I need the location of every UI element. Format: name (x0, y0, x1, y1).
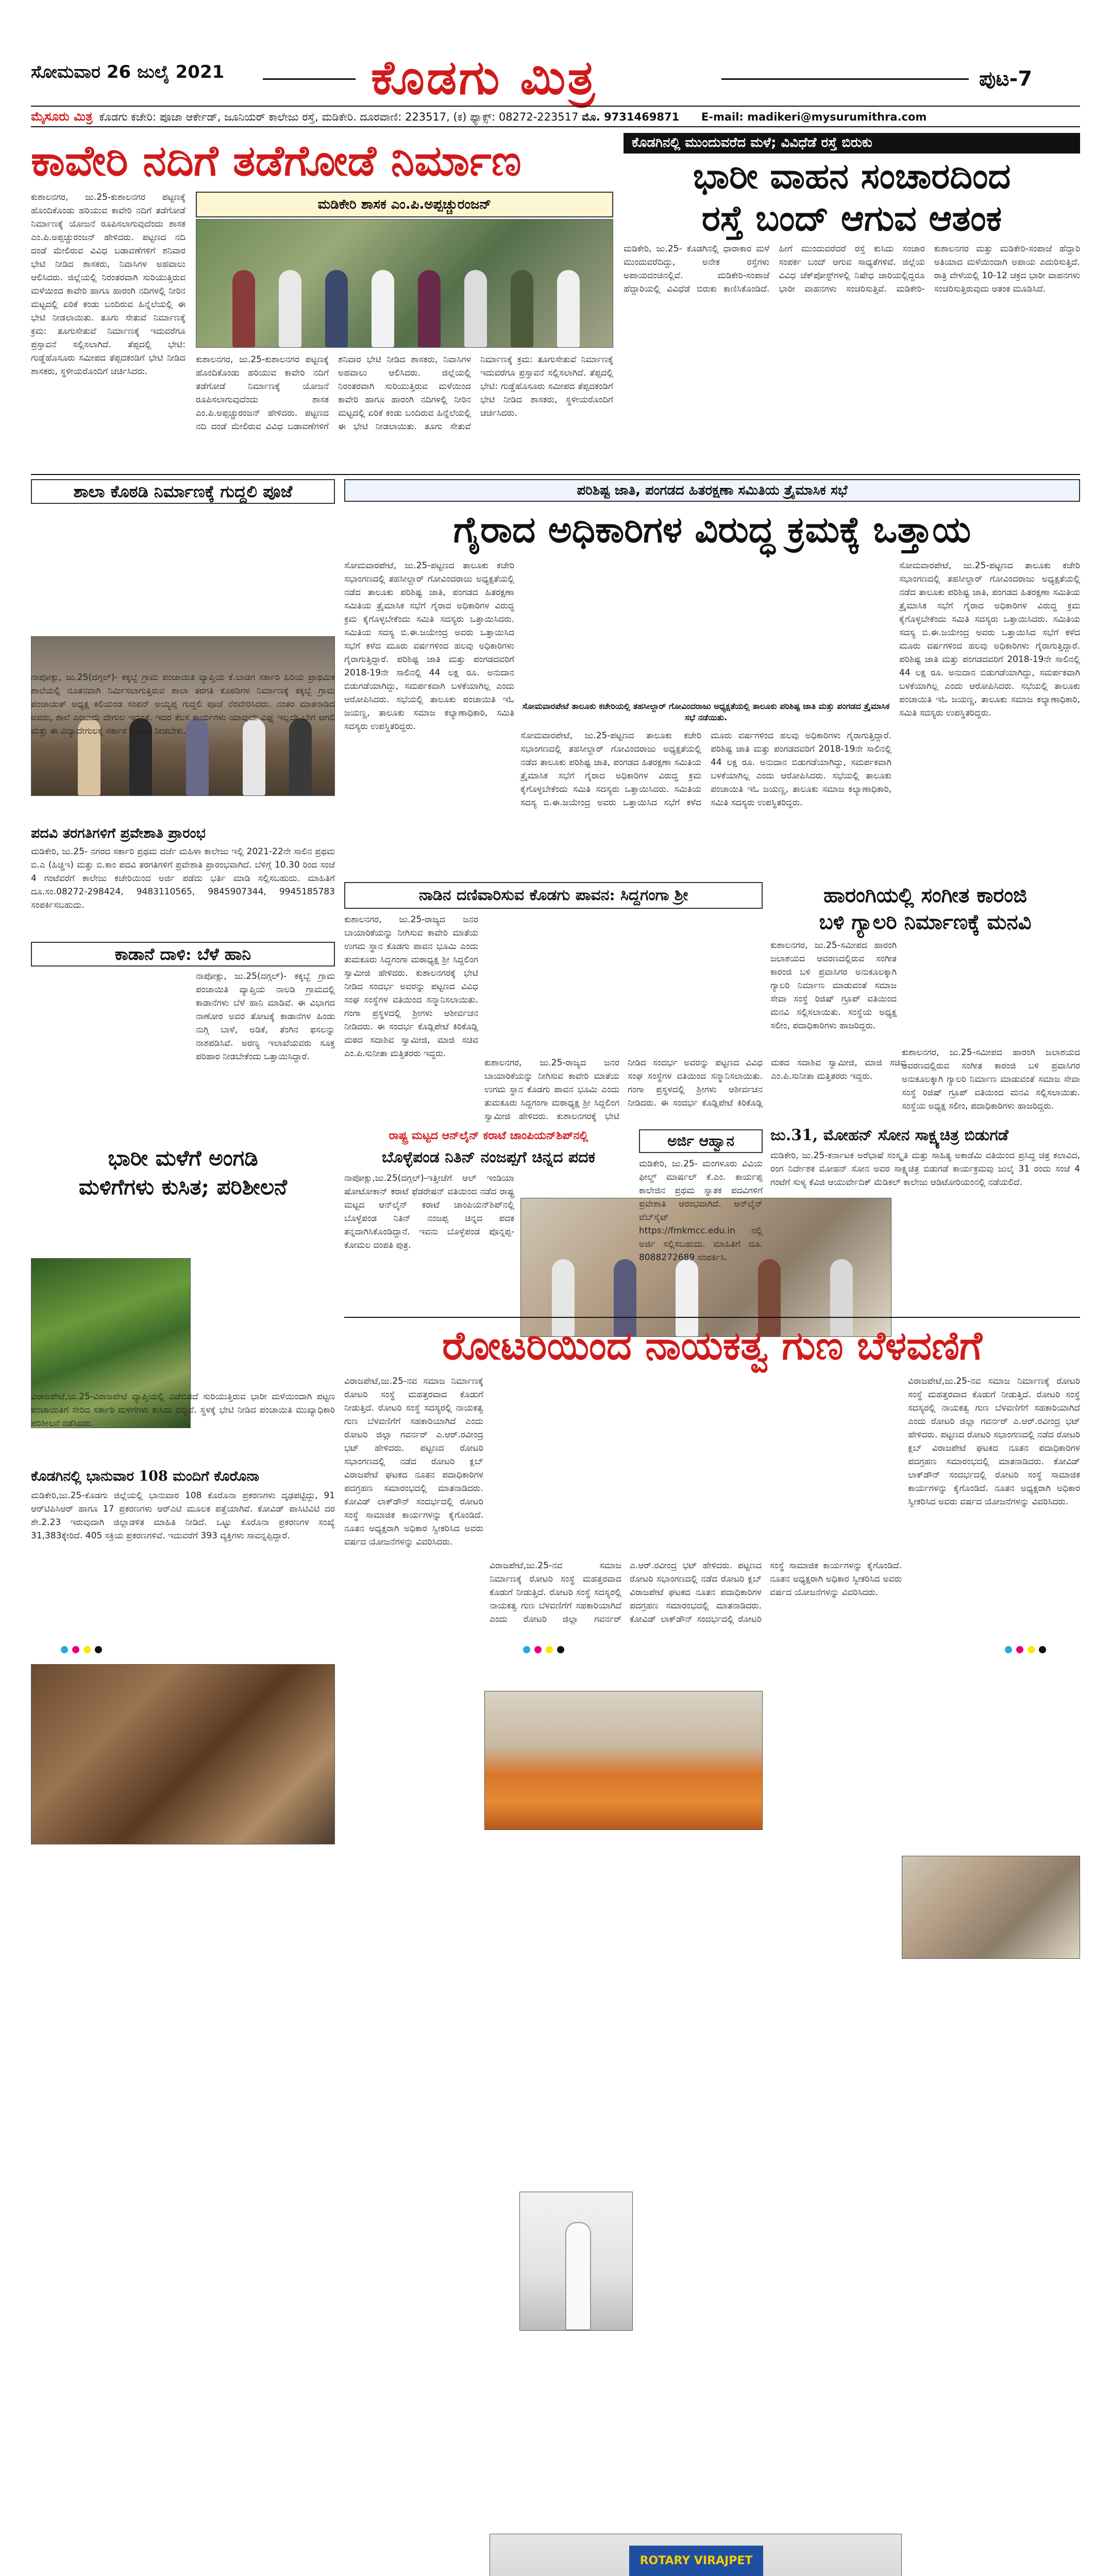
print-dot (61, 1646, 68, 1653)
person-figure (557, 270, 580, 347)
person-figure (464, 270, 487, 347)
story7-headline: ಕೊಡಗಿನಲ್ಲಿ ಭಾನುವಾರ 108 ಮಂದಿಗೆ ಕೊರೊನಾ (31, 1468, 259, 1484)
story1-headline: ಕಾವೇರಿ ನದಿಗೆ ತಡೆಗೋಡೆ ನಿರ್ಮಾಣ (31, 136, 521, 185)
story8-body-cols: ಸೋಮವಾರಪೇಟೆ, ಜು.25-ಪಟ್ಟಣದ ತಾಲೂಕು ಕಚೇರಿ ಸಭಾಂಗಣದಲ್ಲಿ ತಹಸೀಲ್ದಾರ್ ಗೋವಿಂದರಾಜು ಅಧ್ಯಕ್ಷತೆಯಲ್ಲಿ ನಡೆದ ತಾಲೂಕು ಪರಿಶಿಷ್ಟ ಜಾತಿ, ಪಂಗಡದ ಹಿತರಕ್ಷಣಾ ಸಮಿತಿಯ ತ್ರೈಮಾಸಿಕ ಸಭೆಗೆ ಗೈರಾದ ಅಧಿಕಾರಿಗಳ ವಿರುದ್ಧ ಕ್ರಮ ಕೈಗೊಳ್ಳಬೇಕೆಂದು ಸಮಿತಿ ಸದಸ್ಯರು ಒತ್ತಾಯಿಸಿದರು. ಸಮಿತಿಯ ಸದಸ್ಯ ಬಿ.ಈ.ಜಯೇಂದ್ರ ಅವರು ಒತ್ತಾಯಿಸಿದ ಸಭೆಗೆ ಕಳೆದ ಮೂರು ವರ್ಷಗಳಿಂದ ಹಲವು ಅಧಿಕಾರಿಗಳು ಗೈರಾಗುತ್ತಿದ್ದಾರೆ. ಪರಿಶಿಷ್ಟ ಜಾತಿ ಮತ್ತು ಪಂಗಡದವರಿಗೆ 2018-19ನೇ ಸಾಲಿನಲ್ಲಿ 44 ಲಕ್ಷ ರೂ. ಅನುದಾನ ಬಿಡುಗಡೆಯಾಗಿದ್ದು, ಸಮರ್ಪಕವಾಗಿ ಬಳಕೆಯಾಗಿಲ್ಲ ಎಂದು ಆರೋಪಿಸಿದರು. ಸಭೆಯಲ್ಲಿ ತಾಲೂಕು ಪಂಚಾಯಿತಿ ಇಓ ಜಯಣ್ಣ, ತಾಲೂಕು ಸಮಾಜ ಕಲ್ಯಾಣಾಧಿಕಾರಿ, ಸಮಿತಿ ಸದಸ್ಯರು ಉಪಸ್ಥಿತರಿದ್ದರು. (520, 731, 891, 808)
story10-headline-line2: ಬಳಿ ಗ್ಯಾಲರಿ ನಿರ್ಮಾಣಕ್ಕೆ ಮನವಿ (819, 910, 1032, 934)
contact-bar (31, 106, 1080, 127)
story14-body-col5: ವಿರಾಜಪೇಟೆ,ಜು.25-ನವ ಸಮಾಜ ನಿರ್ಮಾಣಕ್ಕೆ ರೋಟರಿ ಸಂಸ್ಥೆ ಮಹತ್ತರವಾದ ಕೊಡುಗೆ ನೀಡುತ್ತಿದೆ. ರೋಟರಿ ಸಂಸ್ಥೆ ಸದಸ್ಯರಲ್ಲಿ ನಾಯಕತ್ವ ಗುಣ ಬೆಳವಣಿಗೆಗೆ ಸಹಕಾರಿಯಾಗಿದೆ ಎಂದು ರೋಟರಿ ಜಿಲ್ಲಾ ಗವರ್ನರ್ ಎ.ಆರ್.ರವೀಂದ್ರ ಭಟ್ ಹೇಳಿದರು. ಪಟ್ಟಣದ ರೋಟರಿ ಸಭಾಂಗಣದಲ್ಲಿ ನಡೆದ ರೋಟರಿ ಕ್ಲಬ್ ವಿರಾಜಪೇಟೆ ಘಟಕದ ನೂತನ ಪದಾಧಿಕಾರಿಗಳ ಪದಗ್ರಹಣ ಸಮಾರಂಭದಲ್ಲಿ ಮಾತನಾಡಿದರು. ಕೋವಿಡ್ ಲಾಕ್‌ಡೌನ್ ಸಂದರ್ಭದಲ್ಲಿ ರೋಟರಿ ಸಂಸ್ಥೆ ಸಾಮಾಜಿಕ ಕಾರ್ಯಗಳನ್ನು ಕೈಗೊಂಡಿದೆ. ನೂತನ ಅಧ್ಯಕ್ಷರಾಗಿ ಅಧಿಕಾರ ಸ್ವೀಕರಿಸಿದ ಅವರು ವರ್ಷದ ಯೋಜನೆಗಳನ್ನು ವಿವರಿಸಿದರು. (908, 1376, 1080, 1507)
print-dot (546, 1646, 553, 1653)
person-figure (279, 270, 301, 347)
story3-body: ನಾಪೋಕ್ಲು, ಜು.25(ದಗ್ಗಲ್)- ಕಕ್ಕಬ್ಬೆ ಗ್ರಾಮ ಪಂಚಾಯಿತಿ ವ್ಯಾಪ್ತಿಯ ಕೆ.ಬಾಡಗ ಸರ್ಕಾರಿ ಹಿರಿಯ ಪ್ರಾಥಮಿಕ ಶಾಲೆಯಲ್ಲಿ ನೂತನವಾಗಿ ನಿರ್ಮಿಸಲಾಗುತ್ತಿರುವ ಶಾಲಾ ತರಗತಿ ಕೊಠಡಿಗಳ ನಿರ್ಮಾಣಕ್ಕೆ ಕಕ್ಕಬ್ಬೆ ಗ್ರಾಮ ಪಂಚಾಯಿತ್ ಅಧ್ಯಕ್ಷ ಕಲಿಯಂಡ ಸಂಪನ್ ಅಯ್ಯಪ್ಪ ಗುದ್ದಲಿ ಪೂಜೆ ನೆರವೇರಿಸಿದರು. ನಂತರ ಮಾತನಾಡಿದ ಅವರು, ಶಾಲೆ ಎಂಬುದು ದೇಗುಲ ಇದ್ದಂತೆ. ಇದರ ಕೆಲಸ ಕಾರ್ಯಗಳು ಯಾವುದೇ ವಿಘ್ನ ಇಲ್ಲದೇ ಬೇಗ ಆಗಲಿ ಮತ್ತು ಈ ವಿದ್ಯಾದೇಗುಲಕ್ಕೆ ಸರ್ಕಾರ ಸಹಕಾರ ನೀಡಬೇಕು. (31, 672, 335, 736)
story1-photo (196, 219, 613, 348)
print-dot (523, 1646, 530, 1653)
story11-body: ನಾಪೋಕ್ಲು,ಜು.25(ದಗ್ಗಲ್)-ಇತ್ತೀಚೆಗೆ ಆಲ್ ಇಂಡಿಯಾ ಷೋಟೋಕಾನ್ ಕರಾಟೆ ಫೆಡರೇಷನ್ ವತಿಯಿಂದ ನಡೆದ ರಾಷ್ಟ್ರ ಮಟ್ಟದ ಆನ್‌ಲೈನ್ ಕರಾಟೆ ಚಾಂಪಿಯನ್‌ಶಿಪ್‌ನಲ್ಲಿ ಬೊಳ್ಳೆಪಂಡ ನಿತಿನ್ ನಂಜಪ್ಪ ಚಿನ್ನದ ಪದಕ ತನ್ನದಾಗಿಸಿಕೊಂಡಿದ್ದಾನೆ. ಇವನು ಬೊಳ್ಳೆಪಂಡ ಪೊನ್ನಪ್ಪ-ಕೋಮಲ ದಂಪತಿ ಪುತ್ರ. (344, 1173, 514, 1250)
story3-headline-box (31, 479, 335, 504)
story8-kicker-box (344, 479, 1080, 502)
divider (31, 474, 1080, 475)
story9-headline-box (344, 882, 763, 909)
person-figure (565, 2222, 591, 2330)
office-mobile: ಮೊ. 9731469871 (582, 111, 680, 123)
story9-photo (484, 1691, 763, 1830)
story1-photo-caption: ಮಡಿಕೇರಿ ಶಾಸಕ ಎಂ.ಪಿ.ಅಪ್ಪಚ್ಚುರಂಜನ್ (317, 197, 492, 212)
print-dot (557, 1646, 564, 1653)
story12-headline-box (639, 1129, 763, 1153)
story10-headline-line1: ಹಾರಂಗಿಯಲ್ಲಿ ಸಂಗೀತ ಕಾರಂಜಿ (823, 883, 1027, 907)
print-dot (95, 1646, 102, 1653)
story11-headline-line1: ರಾಷ್ಟ್ರ ಮಟ್ಟದ ಆನ್‌ಲೈನ್ ಕರಾಟೆ ಚಾಂಪಿಯನ್‌ಶಿಪ್‌ನಲ್ಲಿ (389, 1129, 588, 1142)
story9-headline: ನಾಡಿನ ದಣಿವಾರಿಸುವ ಕೊಡಗು ಪಾವನ: ಸಿದ್ದಗಂಗಾ ಶ್ರೀ (418, 886, 688, 904)
header-rule-right (721, 78, 969, 80)
print-dot (1016, 1646, 1023, 1653)
story10-body-col1: ಕುಶಾಲನಗರ, ಜು.25-ಸಮೀಪದ ಹಾರಂಗಿ ಜಲಾಶಯದ ಆವರಣದಲ್ಲಿರುವ ಸಂಗೀತ ಕಾರಂಜಿ ಬಳಿ ಪ್ರವಾಸಿಗರ ಅನುಕೂಲಕ್ಕಾಗಿ ಗ್ಯಾಲರಿ ನಿರ್ಮಾಣ ಮಾಡುವಂತೆ ಸಮಾಜ ಸೇವಾ ಸಂಸ್ಥೆ ರಿಜಿಷ್ ಗ್ರೂಪ್ ವತಿಯಿಂದ ಮನವಿ ಸಲ್ಲಿಸಲಾಯಿತು. ಸಂಸ್ಥೆಯ ಅಧ್ಯಕ್ಷ ಸಲೀಂ, ಪದಾಧಿಕಾರಿಗಳು ಹಾಜರಿದ್ದರು. (770, 940, 897, 1031)
story8-headline: ಗೈರಾದ ಅಧಿಕಾರಿಗಳ ವಿರುದ್ಧ ಕ್ರಮಕ್ಕೆ ಒತ್ತಾಯ (453, 508, 971, 551)
story1-body-cols: ಕುಶಾಲನಗರ, ಜು.25-ಕುಶಾಲನಗರ ಪಟ್ಟಣಕ್ಕೆ ಹೊಂದಿಕೊಂಡು ಹರಿಯುವ ಕಾವೇರಿ ನದಿಗೆ ತಡೆಗೋಡೆ ನಿರ್ಮಾಣಕ್ಕೆ ಯೋಜನೆ ರೂಪಿಸಲಾಗುವುದೆಂದು ಶಾಸಕ ಎಂ.ಪಿ.ಅಪ್ಪಚ್ಚುರಂಜನ್ ಹೇಳಿದರು. ಪಟ್ಟಣದ ನದಿ ದಂಡೆ ಮೇಲಿರುವ ವಿವಿಧ ಬಡಾವಣೆಗಳಿಗೆ ಶನಿವಾರ ಭೇಟಿ ನೀಡಿದ ಶಾಸಕರು, ನಿವಾಸಿಗಳ ಅಹವಾಲು ಆಲಿಸಿದರು. ಜಿಲ್ಲೆಯಲ್ಲಿ ನಿರಂತರವಾಗಿ ಸುರಿಯುತ್ತಿರುವ ಮಳೆಯಿಂದ ಕಾವೇರಿ ಹಾಗೂ ಹಾರಂಗಿ ನದಿಗಳಲ್ಲಿ ನೀರಿನ ಮಟ್ಟದಲ್ಲಿ ಏರಿಕೆ ಕಂಡು ಬಂದಿರುವ ಹಿನ್ನೆಲೆಯಲ್ಲಿ ಈ ಭೇಟಿ ನೀಡಲಾಯಿತು. ತೂಗು ಸೇತುವೆ ನಿರ್ಮಾಣಕ್ಕೆ ಕ್ರಮ: ತೂಗುಸೇತುವೆ ನಿರ್ಮಾಣಕ್ಕೆ ಇದುವರೆಗೂ ಪ್ರಸ್ತಾವನೆ ಸಲ್ಲಿಸಲಾಗಿದೆ. ತೆಪ್ಪದಲ್ಲಿ ಭೇಟಿ: ಗುಡ್ಡೆಹೊಸೂರು ಸಮೀಪದ ತೆಪ್ಪದಕಂಡಿಗೆ ಭೇಟಿ ನೀಡಿದ ಶಾಸಕರು, ಸ್ಥಳೀಯರೊಂದಿಗೆ ಚರ್ಚಿಸಿದರು. (196, 354, 613, 432)
print-dot (83, 1646, 91, 1653)
person-figure (511, 270, 533, 347)
person-figure (418, 270, 441, 347)
header-rule-left (263, 78, 356, 80)
story2-headline-line1: ಭಾರೀ ವಾಹನ ಸಂಚಾರದಿಂದ (693, 156, 1011, 197)
print-dot (1005, 1646, 1012, 1653)
divider (344, 1317, 1080, 1318)
masthead: ಕೊಡಗು ಮಿತ್ರ (371, 49, 597, 105)
story14-photo (490, 2534, 902, 2576)
print-marks-left (61, 1646, 102, 1653)
story9-body-cols: ಕುಶಾಲನಗರ, ಜು.25-ರಾಜ್ಯದ ಜನರ ಬಾಯಾರಿಕೆಯನ್ನು ನೀಗಿಸುವ ಕಾವೇರಿ ಮಾತೆಯ ಉಗಮ ಸ್ಥಾನ ಕೊಡಗು ಪಾವನ ಭೂಮಿ ಎಂದು ತುಮಕೂರು ಸಿದ್ದಗಂಗಾ ಮಠಾಧ್ಯಕ್ಷ ಶ್ರೀ ಸಿದ್ದಲಿಂಗ ಸ್ವಾಮೀಜಿ ಹೇಳಿದರು. ಕುಶಾಲನಗರಕ್ಕೆ ಭೇಟಿ ನೀಡಿದ ಸಂದರ್ಭ ಅವರನ್ನು ಪಟ್ಟಣದ ವಿವಿಧ ಸಂಘ ಸಂಸ್ಥೆಗಳ ವತಿಯಿಂದ ಸನ್ಮಾನಿಸಲಾಯಿತು. ಗಂಗಾ ಪ್ರಸ್ಥಳದಲ್ಲಿ ಶ್ರೀಗಳು ಆಶೀರ್ವಚನ ನೀಡಿದರು. ಈ ಸಂದರ್ಭ ಕೊಡ್ಲಿಪೇಟೆ ಕಿರಿಕೊಡ್ಲಿ ಮಠದ ಸದಾಶಿವ ಸ್ವಾಮೀಜಿ, ಮಾಜಿ ಸಚಿವ ಎಂ.ಪಿ.ಸುನೀತಾ ಮತ್ತಿತರರು ಇದ್ದರು. (484, 1058, 906, 1122)
page-number: ಪುಟ-7 (979, 67, 1033, 91)
story11-headline-line2: ಬೊಳ್ಳೆಪಂಡ ನಿತಿನ್ ನಂಜಪ್ಪಗೆ ಚಿನ್ನದ ಪದಕ (381, 1148, 596, 1166)
story5-headline: ಕಾಡಾನೆ ದಾಳಿ: ಬೆಳೆ ಹಾನಿ (114, 944, 251, 964)
story1-body-col1: ಕುಶಾಲನಗರ, ಜು.25-ಕುಶಾಲನಗರ ಪಟ್ಟಣಕ್ಕೆ ಹೊಂದಿಕೊಂಡು ಹರಿಯುವ ಕಾವೇರಿ ನದಿಗೆ ತಡೆಗೋಡೆ ನಿರ್ಮಾಣಕ್ಕೆ ಯೋಜನೆ ರೂಪಿಸಲಾಗುವುದೆಂದು ಶಾಸಕ ಎಂ.ಪಿ.ಅಪ್ಪಚ್ಚುರಂಜನ್ ಹೇಳಿದರು. ಪಟ್ಟಣದ ನದಿ ದಂಡೆ ಮೇಲಿರುವ ವಿವಿಧ ಬಡಾವಣೆಗಳಿಗೆ ಶನಿವಾರ ಭೇಟಿ ನೀಡಿದ ಶಾಸಕರು, ನಿವಾಸಿಗಳ ಅಹವಾಲು ಆಲಿಸಿದರು. ಜಿಲ್ಲೆಯಲ್ಲಿ ನಿರಂತರವಾಗಿ ಸುರಿಯುತ್ತಿರುವ ಮಳೆಯಿಂದ ಕಾವೇರಿ ಹಾಗೂ ಹಾರಂಗಿ ನದಿಗಳಲ್ಲಿ ನೀರಿನ ಮಟ್ಟದಲ್ಲಿ ಏರಿಕೆ ಕಂಡು ಬಂದಿರುವ ಹಿನ್ನೆಲೆಯಲ್ಲಿ ಈ ಭೇಟಿ ನೀಡಲಾಯಿತು. ತೂಗು ಸೇತುವೆ ನಿರ್ಮಾಣಕ್ಕೆ ಕ್ರಮ: ತೂಗುಸೇತುವೆ ನಿರ್ಮಾಣಕ್ಕೆ ಇದುವರೆಗೂ ಪ್ರಸ್ತಾವನೆ ಸಲ್ಲಿಸಲಾಗಿದೆ. ತೆಪ್ಪದಲ್ಲಿ ಭೇಟಿ: ಗುಡ್ಡೆಹೊಸೂರು ಸಮೀಪದ ತೆಪ್ಪದಕಂಡಿಗೆ ಭೇಟಿ ನೀಡಿದ ಶಾಸಕರು, ಸ್ಥಳೀಯರೊಂದಿಗೆ ಚರ್ಚಿಸಿದರು. (31, 192, 186, 377)
story2-headline-line2: ರಸ್ತೆ ಬಂದ್ ಆಗುವ ಆತಂಕ (701, 198, 1002, 239)
issue-date: ಸೋಮವಾರ 26 ಜುಲೈ 2021 (31, 62, 225, 82)
story12-body: ಮಡಿಕೇರಿ, ಜು.25- ಮಂಗಳೂರು ವಿವಿಯ ಫೀಲ್ಡ್ ಮಾರ್ಷಲ್ ಕೆ.ಎಂ. ಕಾರ್ಯಪ್ಪ ಕಾಲೇಜಿನ ಪ್ರಥಮ ಸ್ನಾತಕ ಪದವಿಗಳಿಗೆ ಪ್ರವೇಶಾತಿ ಆರಂಭವಾಗಿದೆ. ಆನ್‌ಲೈನ್ ವೆಬ್‌ಸೈಟ್ https://fmkmcc.edu.in ನಲ್ಲಿ ಅರ್ಜಿ ಸಲ್ಲಿಸಬಹುದು. ಮಾಹಿತಿಗೆ ದೂ. 8088272689 ಸಂಪರ್ಕಿಸಿ. (639, 1159, 763, 1263)
story2-body: ಮಡಿಕೇರಿ, ಜು.25- ಕೊಡಗಿನಲ್ಲಿ ಧಾರಾಕಾರ ಮಳೆ ಮುಂದುವರೆದಿದ್ದು, ಅನೇಕ ರಸ್ತೆಗಳು ಅಪಾಯದಂಚಿನಲ್ಲಿವೆ. ಮಡಿಕೇರಿ-ಸಂಪಾಜೆ ಹೆದ್ದಾರಿಯಲ್ಲಿ ವಿವಿಧೆಡೆ ಬಿರುಕು ಕಾಣಿಸಿಕೊಂಡಿದೆ. ಹೀಗೆ ಮುಂದುವರೆದರೆ ರಸ್ತೆ ಕುಸಿದು ಸಂಚಾರ ಸಂಪರ್ಕ ಬಂದ್ ಆಗುವ ಸಾಧ್ಯತೆಗಳಿವೆ. ಜಿಲ್ಲೆಯ ವಿವಿಧ ಚೆಕ್‌ಪೋಸ್ಟ್‌ಗಳಲ್ಲಿ ನಿಷೇಧ ಜಾರಿಯಲ್ಲಿದ್ದರೂ ಭಾರೀ ವಾಹನಗಳು ಸಂಚರಿಸುತ್ತಿವೆ. ಮಡಿಕೇರಿ-ಕುಶಾಲನಗರ ಮತ್ತು ಮಡಿಕೇರಿ-ಸಂಪಾಜೆ ಹೆದ್ದಾರಿ ಅತಿಯಾದ ಮಳೆಯಿಂದಾಗಿ ಅಪಾಯ ಎದುರಿಸುತ್ತಿದೆ. ರಾತ್ರಿ ವೇಳೆಯಲ್ಲಿ 10-12 ಚಕ್ರದ ಭಾರೀ ವಾಹನಗಳು ಸಂಚರಿಸುತ್ತಿರುವುದು ಆತಂಕ ಮೂಡಿಸಿದೆ. (624, 244, 1080, 294)
story9-body-col1: ಕುಶಾಲನಗರ, ಜು.25-ರಾಜ್ಯದ ಜನರ ಬಾಯಾರಿಕೆಯನ್ನು ನೀಗಿಸುವ ಕಾವೇರಿ ಮಾತೆಯ ಉಗಮ ಸ್ಥಾನ ಕೊಡಗು ಪಾವನ ಭೂಮಿ ಎಂದು ತುಮಕೂರು ಸಿದ್ದಗಂಗಾ ಮಠಾಧ್ಯಕ್ಷ ಶ್ರೀ ಸಿದ್ದಲಿಂಗ ಸ್ವಾಮೀಜಿ ಹೇಳಿದರು. ಕುಶಾಲನಗರಕ್ಕೆ ಭೇಟಿ ನೀಡಿದ ಸಂದರ್ಭ ಅವರನ್ನು ಪಟ್ಟಣದ ವಿವಿಧ ಸಂಘ ಸಂಸ್ಥೆಗಳ ವತಿಯಿಂದ ಸನ್ಮಾನಿಸಲಾಯಿತು. ಗಂಗಾ ಪ್ರಸ್ಥಳದಲ್ಲಿ ಶ್ರೀಗಳು ಆಶೀರ್ವಚನ ನೀಡಿದರು. ಈ ಸಂದರ್ಭ ಕೊಡ್ಲಿಪೇಟೆ ಕಿರಿಕೊಡ್ಲಿ ಮಠದ ಸದಾಶಿವ ಸ್ವಾಮೀಜಿ, ಮಾಜಿ ಸಚಿವ ಎಂ.ಪಿ.ಸುನೀತಾ ಮತ್ತಿತರರು ಇದ್ದರು. (344, 914, 478, 1059)
person-figure (372, 270, 394, 347)
story10-photo (902, 1856, 1080, 1959)
story13-body: ಮಡಿಕೇರಿ, ಜು.25-ಕರ್ನಾಟಕ ಅರೆಭಾಷೆ ಸಂಸ್ಕೃತಿ ಮತ್ತು ಸಾಹಿತ್ಯ ಅಕಾಡೆಮಿ ವತಿಯಿಂದ ಪ್ರಸಿದ್ಧ ಚಿತ್ರ ಕಲಾವಿದ, ರಂಗ ನಿರ್ದೇಶಕ ಮೋಹನ್ ಸೋನ ಅವರ ಸಾಕ್ಷ್ಯಚಿತ್ರ ಬಿಡುಗಡೆ ಕಾರ್ಯಕ್ರಮವು ಜುಲೈ 31 ರಂದು ಸಂಜೆ 4 ಗಂಟೆಗೆ ಸುಳ್ಯ ಕೆವಿಜಿ ಆಯುರ್ವೇದಿಕ್ ಮೆಡಿಕಲ್ ಕಾಲೇಜು ಆಡಿಟೋರಿಯಂನಲ್ಲಿ ನಡೆಯಲಿದೆ. (770, 1150, 1080, 1188)
person-figure (232, 270, 255, 347)
story6-body: ವಿರಾಜಪೇಟೆ,ಜು.25-ವಿರಾಜಪೇಟೆ ವ್ಯಾಪ್ತಿಯಲ್ಲಿ ಎಡೆಬಿಡದೆ ಸುರಿಯುತ್ತಿರುವ ಭಾರೀ ಮಳೆಯಿಂದಾಗಿ ಪಟ್ಟಣ ಪಂಚಾಯಿತಿಗೆ ಸೇರಿದ ಸರ್ಕಾರಿ ಮಳಿಗೆಗಳು ಕುಸಿದು ಬಿದ್ದಿವೆ. ಸ್ಥಳಕ್ಕೆ ಭೇಟಿ ನೀಡಿದ ಪಂಚಾಯಿತಿ ಮುಖ್ಯಾಧಿಕಾರಿ ಪರಿಶೀಲನೆ ನಡೆಸಿದರು. (31, 1392, 335, 1429)
story14-body-cols: ವಿರಾಜಪೇಟೆ,ಜು.25-ನವ ಸಮಾಜ ನಿರ್ಮಾಣಕ್ಕೆ ರೋಟರಿ ಸಂಸ್ಥೆ ಮಹತ್ತರವಾದ ಕೊಡುಗೆ ನೀಡುತ್ತಿದೆ. ರೋಟರಿ ಸಂಸ್ಥೆ ಸದಸ್ಯರಲ್ಲಿ ನಾಯಕತ್ವ ಗುಣ ಬೆಳವಣಿಗೆಗೆ ಸಹಕಾರಿಯಾಗಿದೆ ಎಂದು ರೋಟರಿ ಜಿಲ್ಲಾ ಗವರ್ನರ್ ಎ.ಆರ್.ರವೀಂದ್ರ ಭಟ್ ಹೇಳಿದರು. ಪಟ್ಟಣದ ರೋಟರಿ ಸಭಾಂಗಣದಲ್ಲಿ ನಡೆದ ರೋಟರಿ ಕ್ಲಬ್ ವಿರಾಜಪೇಟೆ ಘಟಕದ ನೂತನ ಪದಾಧಿಕಾರಿಗಳ ಪದಗ್ರಹಣ ಸಮಾರಂಭದಲ್ಲಿ ಮಾತನಾಡಿದರು. ಕೋವಿಡ್ ಲಾಕ್‌ಡೌನ್ ಸಂದರ್ಭದಲ್ಲಿ ರೋಟರಿ ಸಂಸ್ಥೆ ಸಾಮಾಜಿಕ ಕಾರ್ಯಗಳನ್ನು ಕೈಗೊಂಡಿದೆ. ನೂತನ ಅಧ್ಯಕ್ಷರಾಗಿ ಅಧಿಕಾರ ಸ್ವೀಕರಿಸಿದ ಅವರು ವರ್ಷದ ಯೋಜನೆಗಳನ್ನು ವಿವರಿಸಿದರು. (490, 1561, 902, 1624)
print-dot (1028, 1646, 1035, 1653)
brand-name: ಮೈಸೂರು ಮಿತ್ರ (31, 109, 93, 124)
story6-headline-line1: ಭಾರೀ ಮಳೆಗೆ ಅಂಗಡಿ (108, 1145, 258, 1171)
story14-headline: ರೋಟರಿಯಿಂದ ನಾಯಕತ್ವ ಗುಣ ಬೆಳವಣಿಗೆ (442, 1323, 982, 1368)
story13-headline: ಜು.31, ಮೋಹನ್ ಸೋನ ಸಾಕ್ಷ್ಯಚಿತ್ರ ಬಿಡುಗಡೆ (770, 1126, 1008, 1144)
story4-headline: ಪದವಿ ತರಗತಿಗಳಿಗೆ ಪ್ರವೇಶಾತಿ ಪ್ರಾರಂಭ (31, 825, 206, 841)
story8-photo-caption: ಸೋಮವಾರಪೇಟೆ ತಾಲೂಕು ಕಚೇರಿಯಲ್ಲಿ ತಹಸೀಲ್ದಾರ್ ಗೋವಿಂದರಾಜು ಅಧ್ಯಕ್ಷತೆಯಲ್ಲಿ ತಾಲೂಕು ಪರಿಶಿಷ್ಟ ಜಾತಿ ಮತ್ತು ಪಂಗಡದ ತ್ರೈಮಾಸಿಕ ಸಭೆ ನಡೆಯಿತು. (522, 701, 890, 722)
story1-photo-caption-box (196, 192, 613, 217)
story4-body: ಮಡಿಕೇರಿ, ಜು.25- ನಗರದ ಸರ್ಕಾರಿ ಪ್ರಥಮ ದರ್ಜೆ ಮಹಿಳಾ ಕಾಲೇಜು ಇಲ್ಲಿ 2021-22ನೇ ಸಾಲಿನ ಪ್ರಥಮ ಬಿ.ಎ (ಹಿಚ್ಚಿಇ) ಮತ್ತು ಬಿ.ಕಾಂ ಪದವಿ ತರಗತಿಗಳಿಗೆ ಪ್ರವೇಶಾತಿ ಪ್ರಾರಂಭವಾಗಿದೆ. ಬೆಳಿಗ್ಗೆ 10.30 ರಿಂದ ಸಂಜೆ 4 ಗಂಟೆವರೆಗೆ ಕಾಲೇಜು ಕಚೇರಿಯಿಂದ ಅರ್ಜಿ ಪಡೆದು ಭರ್ತಿ ಮಾಡಿ ಸಲ್ಲಿಸಬಹುದು. ಮಾಹಿತಿಗೆ ದೂ.ಸಂ.08272-298424, 9483110565, 9845907344, 9945185783 ಸಂಪರ್ಕಿಸಬಹುದು. (31, 846, 335, 910)
story7-body: ಮಡಿಕೇರಿ,ಜು.25-ಕೊಡಗು ಜಿಲ್ಲೆಯಲ್ಲಿ ಭಾನುವಾರ 108 ಕೊರೊನಾ ಪ್ರಕರಣಗಳು ದೃಢಪಟ್ಟಿದ್ದು, 91 ಆರ್‌ಟಿಪಿಸಿಆರ್ ಹಾಗೂ 17 ಪ್ರಕರಣಗಳು ಆರ್‌ಎಟಿ ಮೂಲಕ ಪತ್ತೆಯಾಗಿವೆ. ಕೋವಿಡ್ ಪಾಸಿಟಿವಿಟಿ ದರ ಶೇ.2.23 ಇರುವುದಾಗಿ ಜಿಲ್ಲಾಡಳಿತ ಮಾಹಿತಿ ನೀಡಿದೆ. ಒಟ್ಟು ಕೊರೊನಾ ಪ್ರಕರಣಗಳ ಸಂಖ್ಯೆ 31,383ಕ್ಕೇರಿದೆ. 405 ಸಕ್ರಿಯ ಪ್ರಕರಣಗಳಿವೆ. ಇದುವರೆಗೆ 393 ವ್ಯಕ್ತಿಗಳು ಸಾವನ್ನಪ್ಪಿದ್ದಾರೆ. (31, 1490, 335, 1541)
print-dot (534, 1646, 542, 1653)
story10-body-col2: ಕುಶಾಲನಗರ, ಜು.25-ಸಮೀಪದ ಹಾರಂಗಿ ಜಲಾಶಯದ ಆವರಣದಲ್ಲಿರುವ ಸಂಗೀತ ಕಾರಂಜಿ ಬಳಿ ಪ್ರವಾಸಿಗರ ಅನುಕೂಲಕ್ಕಾಗಿ ಗ್ಯಾಲರಿ ನಿರ್ಮಾಣ ಮಾಡುವಂತೆ ಸಮಾಜ ಸೇವಾ ಸಂಸ್ಥೆ ರಿಜಿಷ್ ಗ್ರೂಪ್ ವತಿಯಿಂದ ಮನವಿ ಸಲ್ಲಿಸಲಾಯಿತು. ಸಂಸ್ಥೆಯ ಅಧ್ಯಕ್ಷ ಸಲೀಂ, ಪದಾಧಿಕಾರಿಗಳು ಹಾಜರಿದ್ದರು. (902, 1047, 1080, 1111)
story3-headline: ಶಾಲಾ ಕೊಠಡಿ ನಿರ್ಮಾಣಕ್ಕೆ ಗುದ್ದಲಿ ಪೂಜೆ (73, 482, 293, 501)
story5-headline-box (31, 942, 335, 967)
print-dot (72, 1646, 79, 1653)
office-email: E-mail: madikeri@mysurumithra.com (701, 111, 927, 123)
print-dot (1039, 1646, 1046, 1653)
person-figure (325, 270, 348, 347)
story5-body: ನಾಪೋಕ್ಲು, ಜು.25(ದಗ್ಗಲ್)- ಕಕ್ಕಬ್ಬೆ ಗ್ರಾಮ ಪಂಚಾಯಿತಿ ವ್ಯಾಪ್ತಿಯ ನಾಲಡಿ ಗ್ರಾಮದಲ್ಲಿ ಕಾಡಾನೆಗಳು ಬೆಳೆ ಹಾನಿ ಮಾಡಿವೆ. ಈ ವಿಭಾಗದ ನಾಣೋರ ಅವರ ತೋಟಕ್ಕೆ ಕಾಡಾನೆಗಳ ಹಿಂಡು ನುಗ್ಗಿ ಬಾಳೆ, ಅಡಿಕೆ, ತೆಂಗಿನ ಫಸಲನ್ನು ನಾಶಪಡಿಸಿವೆ. ಅರಣ್ಯ ಇಲಾಖೆಯವರು ಸೂಕ್ತ ಪರಿಹಾರ ನೀಡಬೇಕೆಂದು ಒತ್ತಾಯಿಸಿದ್ದಾರೆ. (196, 971, 335, 1062)
story6-headline-line2: ಮಳಿಗೆಗಳು ಕುಸಿತ; ಪರಿಶೀಲನೆ (78, 1174, 288, 1199)
story8-body-col4: ಸೋಮವಾರಪೇಟೆ, ಜು.25-ಪಟ್ಟಣದ ತಾಲೂಕು ಕಚೇರಿ ಸಭಾಂಗಣದಲ್ಲಿ ತಹಸೀಲ್ದಾರ್ ಗೋವಿಂದರಾಜು ಅಧ್ಯಕ್ಷತೆಯಲ್ಲಿ ನಡೆದ ತಾಲೂಕು ಪರಿಶಿಷ್ಟ ಜಾತಿ, ಪಂಗಡದ ಹಿತರಕ್ಷಣಾ ಸಮಿತಿಯ ತ್ರೈಮಾಸಿಕ ಸಭೆಗೆ ಗೈರಾದ ಅಧಿಕಾರಿಗಳ ವಿರುದ್ಧ ಕ್ರಮ ಕೈಗೊಳ್ಳಬೇಕೆಂದು ಸಮಿತಿ ಸದಸ್ಯರು ಒತ್ತಾಯಿಸಿದರು. ಸಮಿತಿಯ ಸದಸ್ಯ ಬಿ.ಈ.ಜಯೇಂದ್ರ ಅವರು ಒತ್ತಾಯಿಸಿದ ಸಭೆಗೆ ಕಳೆದ ಮೂರು ವರ್ಷಗಳಿಂದ ಹಲವು ಅಧಿಕಾರಿಗಳು ಗೈರಾಗುತ್ತಿದ್ದಾರೆ. ಪರಿಶಿಷ್ಟ ಜಾತಿ ಮತ್ತು ಪಂಗಡದವರಿಗೆ 2018-19ನೇ ಸಾಲಿನಲ್ಲಿ 44 ಲಕ್ಷ ರೂ. ಅನುದಾನ ಬಿಡುಗಡೆಯಾಗಿದ್ದು, ಸಮರ್ಪಕವಾಗಿ ಬಳಕೆಯಾಗಿಲ್ಲ ಎಂದು ಆರೋಪಿಸಿದರು. ಸಭೆಯಲ್ಲಿ ತಾಲೂಕು ಪಂಚಾಯಿತಿ ಇಓ ಜಯಣ್ಣ, ತಾಲೂಕು ಸಮಾಜ ಕಲ್ಯಾಣಾಧಿಕಾರಿ, ಸಮಿತಿ ಸದಸ್ಯರು ಉಪಸ್ಥಿತರಿದ್ದರು. (899, 561, 1080, 718)
story6-photo (31, 1664, 335, 1844)
story8-body-col1: ಸೋಮವಾರಪೇಟೆ, ಜು.25-ಪಟ್ಟಣದ ತಾಲೂಕು ಕಚೇರಿ ಸಭಾಂಗಣದಲ್ಲಿ ತಹಸೀಲ್ದಾರ್ ಗೋವಿಂದರಾಜು ಅಧ್ಯಕ್ಷತೆಯಲ್ಲಿ ನಡೆದ ತಾಲೂಕು ಪರಿಶಿಷ್ಟ ಜಾತಿ, ಪಂಗಡದ ಹಿತರಕ್ಷಣಾ ಸಮಿತಿಯ ತ್ರೈಮಾಸಿಕ ಸಭೆಗೆ ಗೈರಾದ ಅಧಿಕಾರಿಗಳ ವಿರುದ್ಧ ಕ್ರಮ ಕೈಗೊಳ್ಳಬೇಕೆಂದು ಸಮಿತಿ ಸದಸ್ಯರು ಒತ್ತಾಯಿಸಿದರು. ಸಮಿತಿಯ ಸದಸ್ಯ ಬಿ.ಈ.ಜಯೇಂದ್ರ ಅವರು ಒತ್ತಾಯಿಸಿದ ಸಭೆಗೆ ಕಳೆದ ಮೂರು ವರ್ಷಗಳಿಂದ ಹಲವು ಅಧಿಕಾರಿಗಳು ಗೈರಾಗುತ್ತಿದ್ದಾರೆ. ಪರಿಶಿಷ್ಟ ಜಾತಿ ಮತ್ತು ಪಂಗಡದವರಿಗೆ 2018-19ನೇ ಸಾಲಿನಲ್ಲಿ 44 ಲಕ್ಷ ರೂ. ಅನುದಾನ ಬಿಡುಗಡೆಯಾಗಿದ್ದು, ಸಮರ್ಪಕವಾಗಿ ಬಳಕೆಯಾಗಿಲ್ಲ ಎಂದು ಆರೋಪಿಸಿದರು. ಸಭೆಯಲ್ಲಿ ತಾಲೂಕು ಪಂಚಾಯಿತಿ ಇಓ ಜಯಣ್ಣ, ತಾಲೂಕು ಸಮಾಜ ಕಲ್ಯಾಣಾಧಿಕಾರಿ, ಸಮಿತಿ ಸದಸ್ಯರು ಉಪಸ್ಥಿತರಿದ್ದರು. (344, 561, 514, 732)
story11-photo (519, 2192, 633, 2331)
story2-kicker: ಕೊಡಗಿನಲ್ಲಿ ಮುಂದುವರೆದ ಮಳೆ; ವಿವಿಧೆಡೆ ರಸ್ತೆ ಬಿರುಕು (624, 133, 1080, 154)
story8-kicker: ಪರಿಶಿಷ್ಟ ಜಾತಿ, ಪಂಗಡದ ಹಿತರಕ್ಷಣಾ ಸಮಿತಿಯ ತ್ರೈಮಾಸಿಕ ಸಭೆ (577, 483, 848, 498)
story14-body-col1: ವಿರಾಜಪೇಟೆ,ಜು.25-ನವ ಸಮಾಜ ನಿರ್ಮಾಣಕ್ಕೆ ರೋಟರಿ ಸಂಸ್ಥೆ ಮಹತ್ತರವಾದ ಕೊಡುಗೆ ನೀಡುತ್ತಿದೆ. ರೋಟರಿ ಸಂಸ್ಥೆ ಸದಸ್ಯರಲ್ಲಿ ನಾಯಕತ್ವ ಗುಣ ಬೆಳವಣಿಗೆಗೆ ಸಹಕಾರಿಯಾಗಿದೆ ಎಂದು ರೋಟರಿ ಜಿಲ್ಲಾ ಗವರ್ನರ್ ಎ.ಆರ್.ರವೀಂದ್ರ ಭಟ್ ಹೇಳಿದರು. ಪಟ್ಟಣದ ರೋಟರಿ ಸಭಾಂಗಣದಲ್ಲಿ ನಡೆದ ರೋಟರಿ ಕ್ಲಬ್ ವಿರಾಜಪೇಟೆ ಘಟಕದ ನೂತನ ಪದಾಧಿಕಾರಿಗಳ ಪದಗ್ರಹಣ ಸಮಾರಂಭದಲ್ಲಿ ಮಾತನಾಡಿದರು. ಕೋವಿಡ್ ಲಾಕ್‌ಡೌನ್ ಸಂದರ್ಭದಲ್ಲಿ ರೋಟರಿ ಸಂಸ್ಥೆ ಸಾಮಾಜಿಕ ಕಾರ್ಯಗಳನ್ನು ಕೈಗೊಂಡಿದೆ. ನೂತನ ಅಧ್ಯಕ್ಷರಾಗಿ ಅಧಿಕಾರ ಸ್ವೀಕರಿಸಿದ ಅವರು ವರ್ಷದ ಯೋಜನೆಗಳನ್ನು ವಿವರಿಸಿದರು. (344, 1376, 483, 1547)
print-marks-right (1005, 1646, 1046, 1653)
story12-headline: ಅರ್ಜಿ ಆಹ್ವಾನ (667, 1132, 734, 1149)
rotary-banner: ROTARY VIRAJPET (629, 2546, 763, 2576)
office-address: ಕೊಡಗು ಕಚೇರಿ: ಪೂಜಾ ಆರ್ಕೇಡ್, ಜೂನಿಯರ್ ಕಾಲೇಜು ರಸ್ತೆ, ಮಡಿಕೇರಿ. ದೂರವಾಣಿ: 223517, (ಕ) ಫ್ಯಾಕ್ಸ್: 08272-223517 (99, 111, 579, 123)
print-marks-center (523, 1646, 564, 1653)
